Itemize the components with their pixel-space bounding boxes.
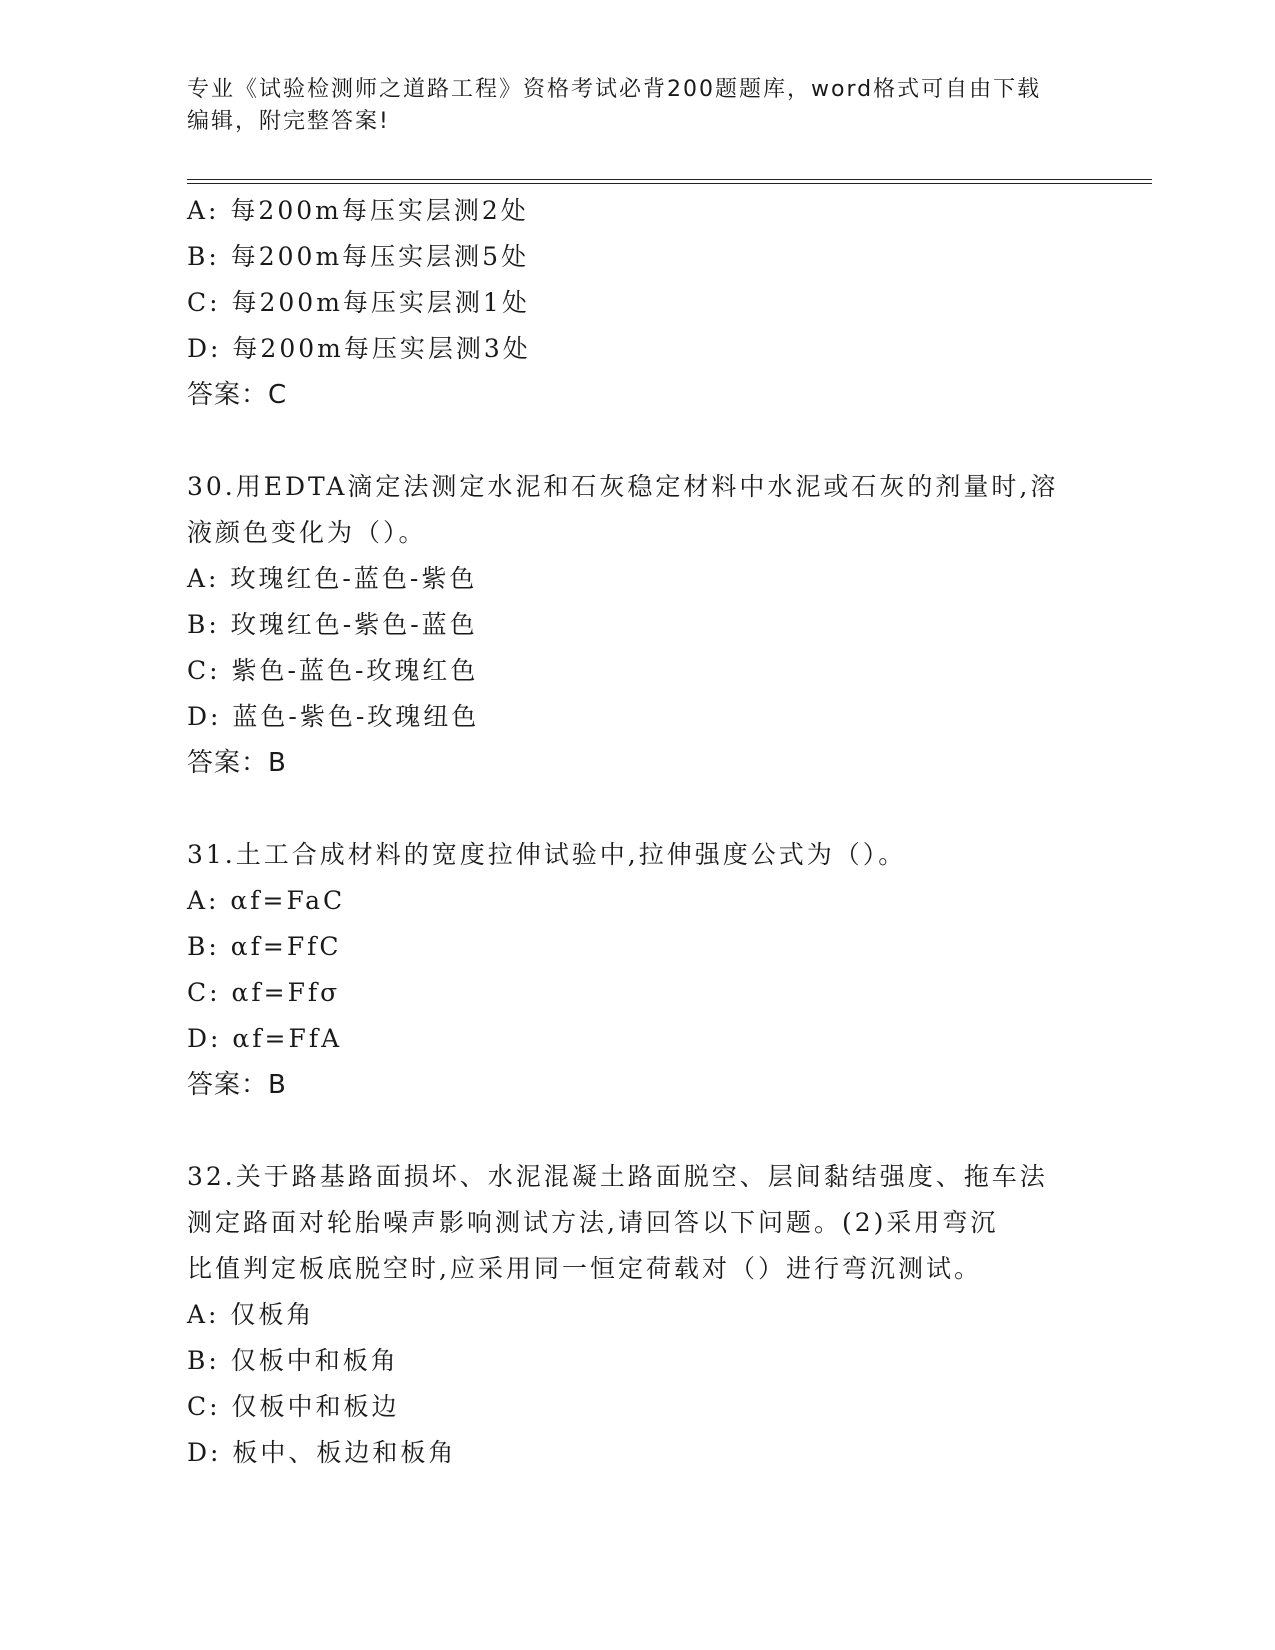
- question-text: 32.关于路基路面损坏、水泥混凝土路面脱空、层间黏结强度、拖车法: [187, 1162, 1048, 1191]
- answer: 答案：B: [187, 1070, 287, 1100]
- option-b: B: 仅板中和板角: [187, 1346, 399, 1375]
- option-c: C: 紫色-蓝色-玫瑰红色: [187, 656, 479, 685]
- question-text: 31.土工合成材料的宽度拉伸试验中,拉伸强度公式为（）。: [187, 840, 907, 869]
- question-text: 比值判定板底脱空时,应采用同一恒定荷载对（）进行弯沉测试。: [187, 1254, 982, 1283]
- question-content: [187, 188, 1087, 1476]
- question-31: [187, 832, 1087, 1108]
- header-line-1: 专业《试验检测师之道路工程》资格考试必背200题题库，word格式可自由下载: [187, 77, 1042, 102]
- option-a: A: 仅板角: [187, 1300, 315, 1329]
- option-b: B: 玫瑰红色-紫色-蓝色: [187, 610, 478, 639]
- header-rule-top: [187, 179, 1152, 180]
- header-line-2: 编辑，附完整答案!: [187, 109, 390, 134]
- question-32: [187, 1154, 1087, 1476]
- option-d: D: 蓝色-紫色-玫瑰纽色: [187, 702, 480, 731]
- option-d: D: 每200m每压实层测3处: [187, 334, 531, 363]
- option-c: C: 仅板中和板边: [187, 1392, 400, 1421]
- question-text: 测定路面对轮胎噪声影响测试方法,请回答以下问题。(2)采用弯沉: [187, 1208, 999, 1237]
- question-29: [187, 188, 1087, 418]
- answer: 答案：B: [187, 748, 287, 778]
- document-header: [187, 74, 1087, 138]
- question-30: [187, 464, 1087, 786]
- option-d: D: 板中、板边和板角: [187, 1438, 457, 1467]
- option-d: D: αf=FfA: [187, 1024, 343, 1053]
- option-b: B: αf=FfC: [187, 932, 342, 961]
- question-text: 30.用EDTA滴定法测定水泥和石灰稳定材料中水泥或石灰的剂量时,溶: [187, 472, 1059, 501]
- option-b: B: 每200m每压实层测5处: [187, 242, 530, 271]
- option-a: A: 每200m每压实层测2处: [187, 196, 529, 225]
- question-text: 液颜色变化为（）。: [187, 518, 427, 547]
- option-c: C: 每200m每压实层测1处: [187, 288, 530, 317]
- option-c: C: αf=Ffσ: [187, 978, 341, 1007]
- option-a: A: 玫瑰红色-蓝色-紫色: [187, 564, 478, 593]
- answer: 答案：C: [187, 380, 288, 410]
- option-a: A: αf=FaC: [187, 886, 346, 915]
- header-rule-bottom: [187, 183, 1152, 184]
